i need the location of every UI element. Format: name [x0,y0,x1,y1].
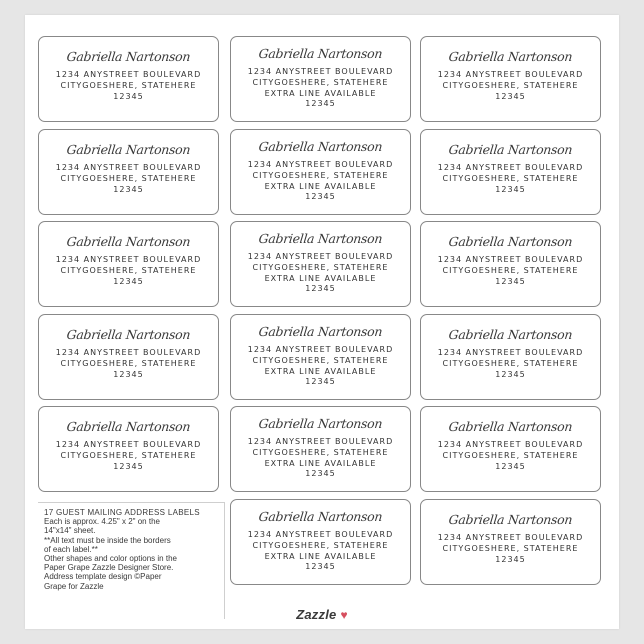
sheet-info-line: Other shapes and color options in the [44,554,177,564]
address-line: EXTRA LINE AVAILABLE [264,366,377,376]
address-line: 12345 [113,276,144,286]
address-label[interactable] [38,314,219,400]
sheet-info-line: Paper Grape Zazzle Designer Store. [44,563,174,573]
address-line: CITYGOESHERE, STATEHERE [60,173,197,183]
address-line: 12345 [495,369,526,379]
address-block [421,533,600,565]
address-line: CITYGOESHERE, STATEHERE [60,358,197,368]
address-line: 12345 [113,91,144,101]
address-block [421,255,600,287]
address-line: 1234 ANYSTREET BOULEVARD [55,70,202,79]
address-line: EXTRA LINE AVAILABLE [264,88,377,98]
address-line: CITYGOESHERE, STATEHERE [60,450,197,460]
heart-icon: ♥ [340,608,348,622]
address-line: 1234 ANYSTREET BOULEVARD [437,70,584,79]
address-line: 1234 ANYSTREET BOULEVARD [55,255,202,264]
address-block [231,345,410,388]
address-line: 1234 ANYSTREET BOULEVARD [247,345,394,354]
address-line: 1234 ANYSTREET BOULEVARD [437,255,584,264]
info-divider-horizontal [38,502,224,503]
address-line: CITYGOESHERE, STATEHERE [252,170,389,180]
address-label[interactable] [230,129,411,215]
address-block [231,252,410,295]
address-block [421,163,600,195]
address-block [421,440,600,472]
address-label[interactable] [230,221,411,307]
address-label[interactable] [38,406,219,492]
sheet-info-title: 17 GUEST MAILING ADDRESS LABELS [44,508,200,517]
address-label[interactable] [38,221,219,307]
address-line: 1234 ANYSTREET BOULEVARD [55,440,202,449]
sheet-info-line: Address template design ©Paper [44,572,162,582]
address-label[interactable] [420,129,601,215]
address-line: CITYGOESHERE, STATEHERE [442,358,579,368]
address-line: CITYGOESHERE, STATEHERE [442,80,579,90]
address-block [231,160,410,203]
recipient-name: Gabriella Nartonson [257,416,384,431]
sheet-info [44,508,220,591]
address-line: EXTRA LINE AVAILABLE [264,458,377,468]
address-line: 12345 [495,554,526,564]
address-label[interactable] [230,499,411,585]
address-line: 1234 ANYSTREET BOULEVARD [247,530,394,539]
address-line: 1234 ANYSTREET BOULEVARD [55,348,202,357]
address-line: CITYGOESHERE, STATEHERE [442,450,579,460]
sheet-info-line: **All text must be inside the borders [44,535,171,545]
address-block [39,163,218,195]
address-line: 1234 ANYSTREET BOULEVARD [437,440,584,449]
recipient-name: Gabriella Nartonson [447,419,574,434]
sheet-info-line: Grape for Zazzle [44,581,104,591]
address-line: 1234 ANYSTREET BOULEVARD [247,160,394,169]
address-line: 12345 [495,184,526,194]
brand-name: Zazzle [296,607,337,622]
address-block [231,530,410,573]
address-line: EXTRA LINE AVAILABLE [264,273,377,283]
address-line: 12345 [495,276,526,286]
recipient-name: Gabriella Nartonson [447,512,574,527]
address-block [421,348,600,380]
address-line: CITYGOESHERE, STATEHERE [60,265,197,275]
address-line: 12345 [305,562,336,572]
address-line: 12345 [495,461,526,471]
recipient-name: Gabriella Nartonson [447,142,574,157]
address-line: 12345 [113,461,144,471]
address-block [39,255,218,287]
address-line: 12345 [305,284,336,294]
address-line: 12345 [305,99,336,109]
address-label[interactable] [38,36,219,122]
sheet-info-line: Each is approx. 4.25" x 2" on the [44,517,160,527]
address-block [39,348,218,380]
recipient-name: Gabriella Nartonson [65,234,192,249]
recipient-name: Gabriella Nartonson [257,231,384,246]
recipient-name: Gabriella Nartonson [65,419,192,434]
address-line: EXTRA LINE AVAILABLE [264,551,377,561]
address-line: 12345 [495,91,526,101]
sheet-info-line: of each label.** [44,544,98,554]
address-block [39,440,218,472]
brand-logo[interactable] [25,607,619,622]
address-line: 1234 ANYSTREET BOULEVARD [247,437,394,446]
address-label[interactable] [420,499,601,585]
address-label[interactable] [230,314,411,400]
address-line: CITYGOESHERE, STATEHERE [252,355,389,365]
address-line: 1234 ANYSTREET BOULEVARD [55,163,202,172]
address-line: 12345 [113,184,144,194]
address-label[interactable] [230,36,411,122]
address-label[interactable] [230,406,411,492]
address-line: CITYGOESHERE, STATEHERE [252,540,389,550]
recipient-name: Gabriella Nartonson [447,49,574,64]
info-divider-vertical [224,502,225,619]
address-line: 12345 [113,369,144,379]
address-line: CITYGOESHERE, STATEHERE [442,543,579,553]
recipient-name: Gabriella Nartonson [257,509,384,524]
address-line: 1234 ANYSTREET BOULEVARD [247,67,394,76]
recipient-name: Gabriella Nartonson [447,327,574,342]
recipient-name: Gabriella Nartonson [65,327,192,342]
address-line: 1234 ANYSTREET BOULEVARD [247,252,394,261]
address-line: CITYGOESHERE, STATEHERE [252,262,389,272]
address-line: CITYGOESHERE, STATEHERE [252,77,389,87]
address-line: CITYGOESHERE, STATEHERE [252,447,389,457]
label-sheet [25,15,619,629]
recipient-name: Gabriella Nartonson [65,142,192,157]
address-line: CITYGOESHERE, STATEHERE [442,173,579,183]
recipient-name: Gabriella Nartonson [65,49,192,64]
recipient-name: Gabriella Nartonson [257,46,384,61]
address-label[interactable] [420,36,601,122]
recipient-name: Gabriella Nartonson [257,324,384,339]
address-line: 12345 [305,192,336,202]
address-line: 1234 ANYSTREET BOULEVARD [437,348,584,357]
address-line: CITYGOESHERE, STATEHERE [442,265,579,275]
address-label[interactable] [420,221,601,307]
address-line: 12345 [305,377,336,387]
address-label[interactable] [38,129,219,215]
address-block [421,70,600,102]
recipient-name: Gabriella Nartonson [447,234,574,249]
recipient-name: Gabriella Nartonson [257,139,384,154]
address-line: CITYGOESHERE, STATEHERE [60,80,197,90]
address-label[interactable] [420,314,601,400]
sheet-info-line: 14"x14" sheet. [44,526,96,536]
address-line: 1234 ANYSTREET BOULEVARD [437,163,584,172]
address-label[interactable] [420,406,601,492]
address-line: EXTRA LINE AVAILABLE [264,181,377,191]
address-block [231,67,410,110]
address-line: 1234 ANYSTREET BOULEVARD [437,533,584,542]
address-block [39,70,218,102]
address-block [231,437,410,480]
address-line: 12345 [305,469,336,479]
